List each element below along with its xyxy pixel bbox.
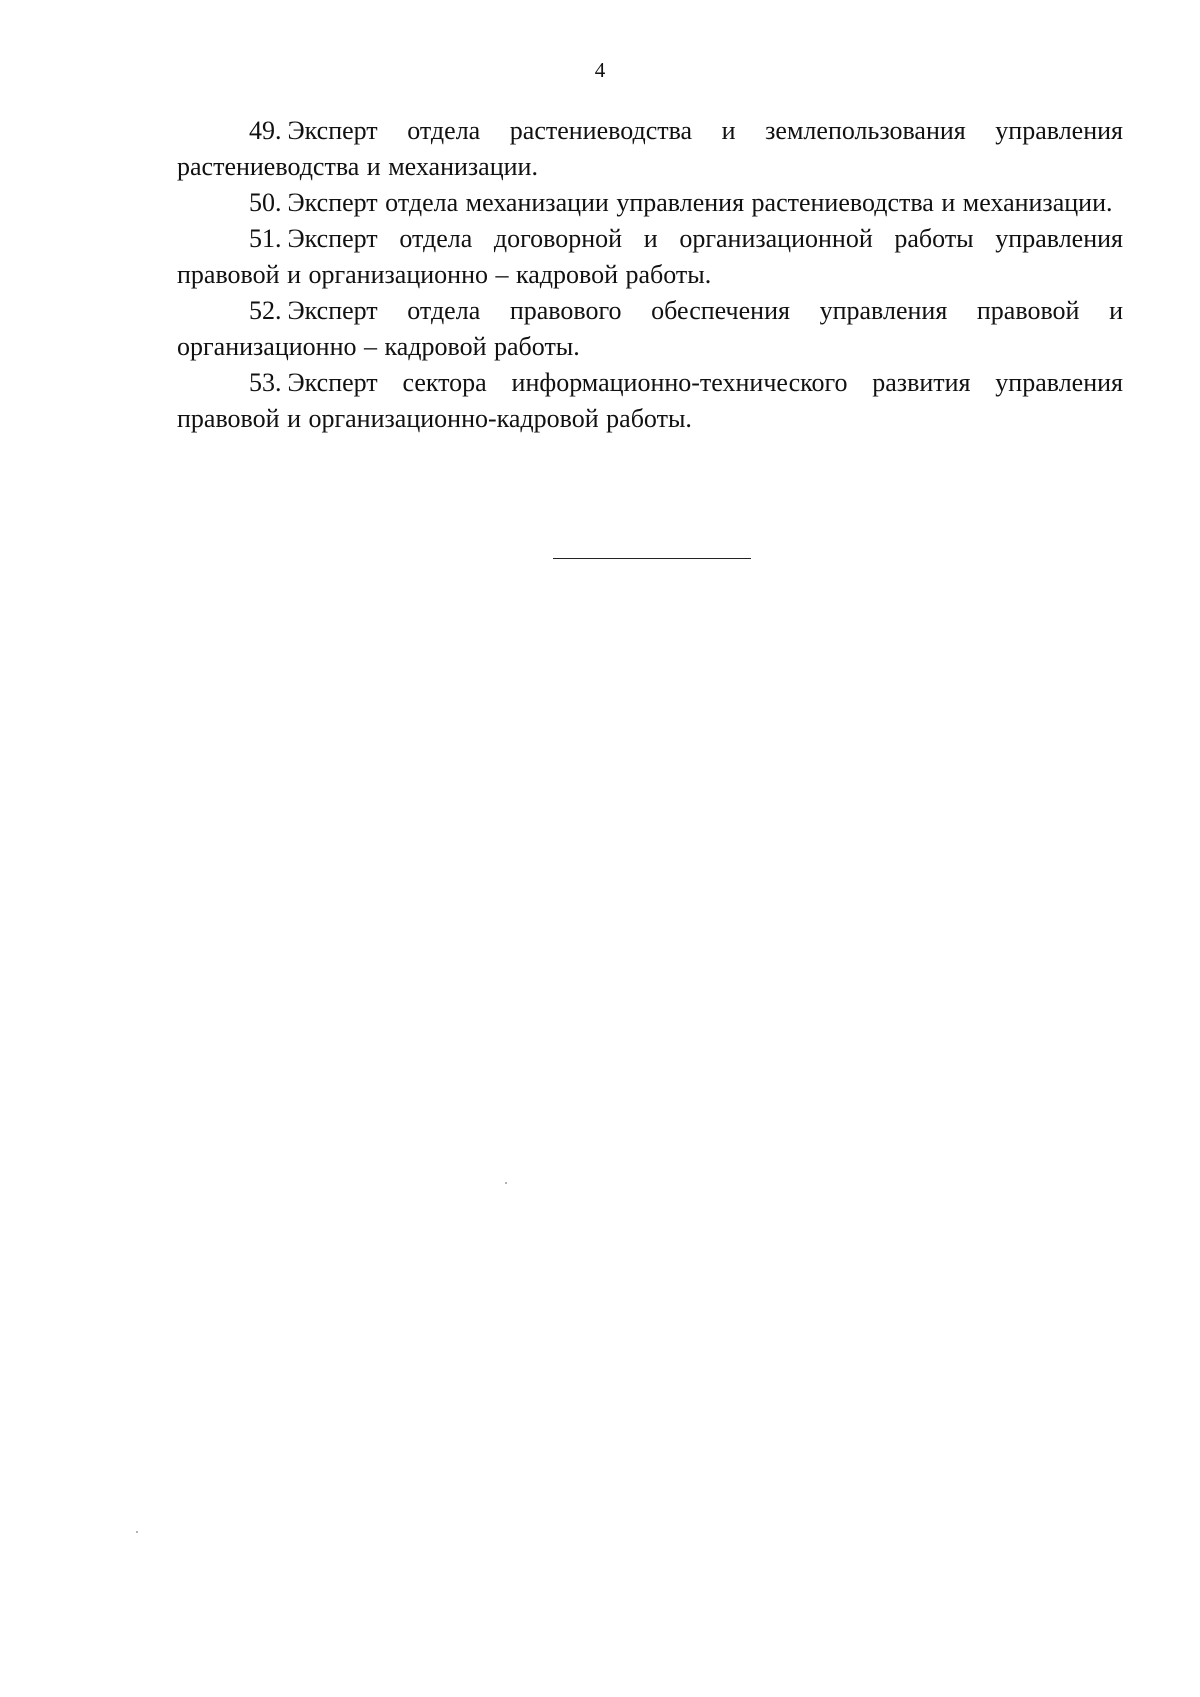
list-item — [177, 185, 1123, 221]
item-number: 52. — [249, 296, 282, 325]
item-text: Эксперт отдела механизации управления растениеводства и механизации. — [287, 188, 1113, 217]
item-number: 49. — [249, 116, 282, 145]
scan-speck — [136, 1531, 138, 1533]
list-item — [177, 113, 1123, 185]
item-number: 53. — [249, 368, 282, 397]
item-text: Эксперт сектора информационно-технического развития управления правовой и организационно-кадровой работы. — [177, 368, 1123, 433]
list-item — [177, 293, 1123, 365]
item-number: 50. — [249, 188, 282, 217]
document-body — [177, 113, 1123, 437]
item-text: Эксперт отдела договорной и организационной работы управления правовой и организационно – кадровой работы. — [177, 224, 1123, 289]
list-item — [177, 365, 1123, 437]
page-number: 4 — [594, 58, 606, 82]
list-item — [177, 221, 1123, 293]
end-divider — [553, 558, 751, 559]
item-text: Эксперт отдела правового обеспечения управления правовой и организационно – кадровой работы. — [177, 296, 1123, 361]
item-text: Эксперт отдела растениеводства и землепользования управления растениеводства и механизации. — [177, 116, 1123, 181]
scan-speck — [505, 1182, 507, 1184]
item-number: 51. — [249, 224, 282, 253]
